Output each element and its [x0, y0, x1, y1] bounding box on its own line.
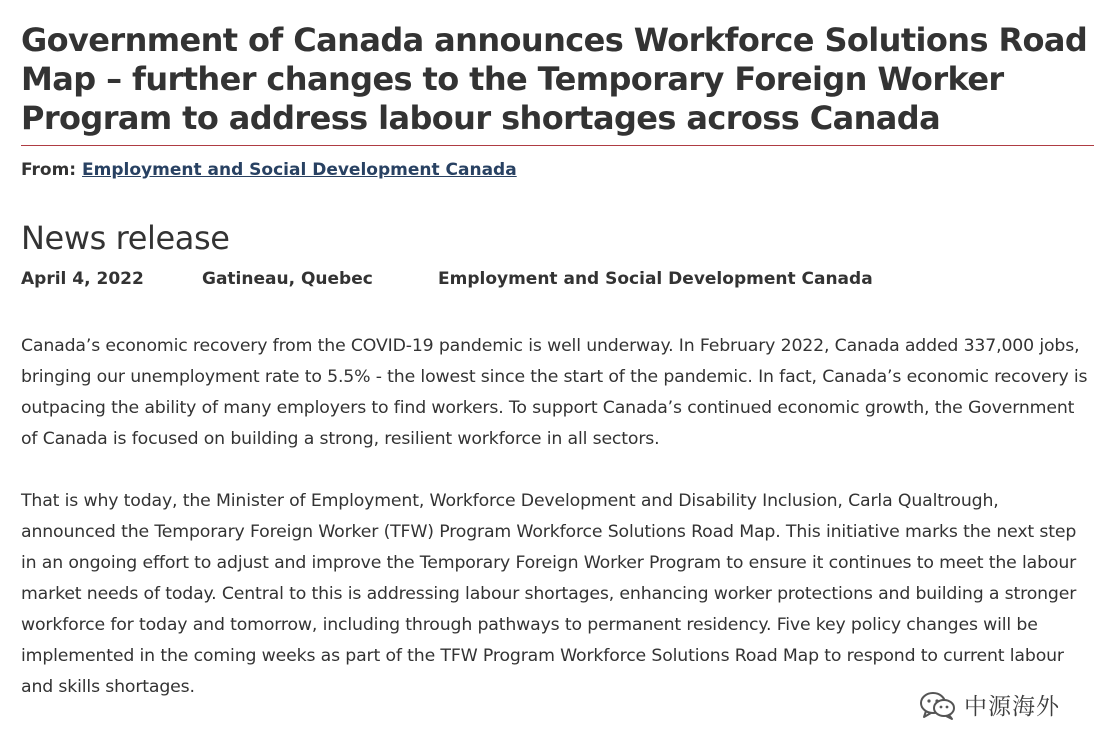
paragraph: Canada’s economic recovery from the COVID-19 pandemic is well underway. In February 2022, Canada added 337,000 jobs, bringing our unemployment rate to 5.5% - the lowest since the start of the pandemic. In fact, Canada’s economic recovery is outpacing the ability of many employers to find workers. To support Canada’s continued economic growth, the Government of Canada is focused on building a strong, resilient workforce in all sectors. — [21, 336, 1088, 449]
news-article — [21, 0, 1094, 703]
department-link[interactable]: Employment and Social Development Canada — [82, 160, 517, 180]
title-divider — [21, 145, 1094, 146]
release-date: April 4, 2022 — [21, 269, 144, 289]
watermark-text: 中源海外 — [964, 694, 1060, 720]
article-title: Government of Canada announces Workforce Solutions Road Map – further changes to the Temporary Foreign Worker Program to address labour shortages across Canada — [21, 21, 1088, 137]
watermark — [918, 688, 1060, 721]
from-line — [21, 159, 1094, 181]
from-label: From: — [21, 160, 77, 180]
release-department: Employment and Social Development Canada — [438, 269, 873, 289]
paragraph: That is why today, the Minister of Employment, Workforce Development and Disability Inclusion, Carla Qualtrough, announced the Temporary Foreign Worker (TFW) Program Workforce Solutions Road Map. This initiative marks the next step in an ongoing effort to adjust and improve the Temporary Foreign Worker Program to ensure it continues to meet the labour market needs of today. Central to this is addressing labour shortages, enhancing worker protections and building a stronger workforce for today and tomorrow, including through pathways to permanent residency. Five key policy changes will be implemented in the coming weeks as part of the TFW Program Workforce Solutions Road Map to respond to current labour and skills shortages. — [21, 491, 1077, 697]
wechat-icon — [918, 689, 958, 721]
release-meta — [21, 268, 1094, 290]
section-heading: News release — [21, 219, 230, 257]
release-location: Gatineau, Quebec — [202, 269, 373, 289]
